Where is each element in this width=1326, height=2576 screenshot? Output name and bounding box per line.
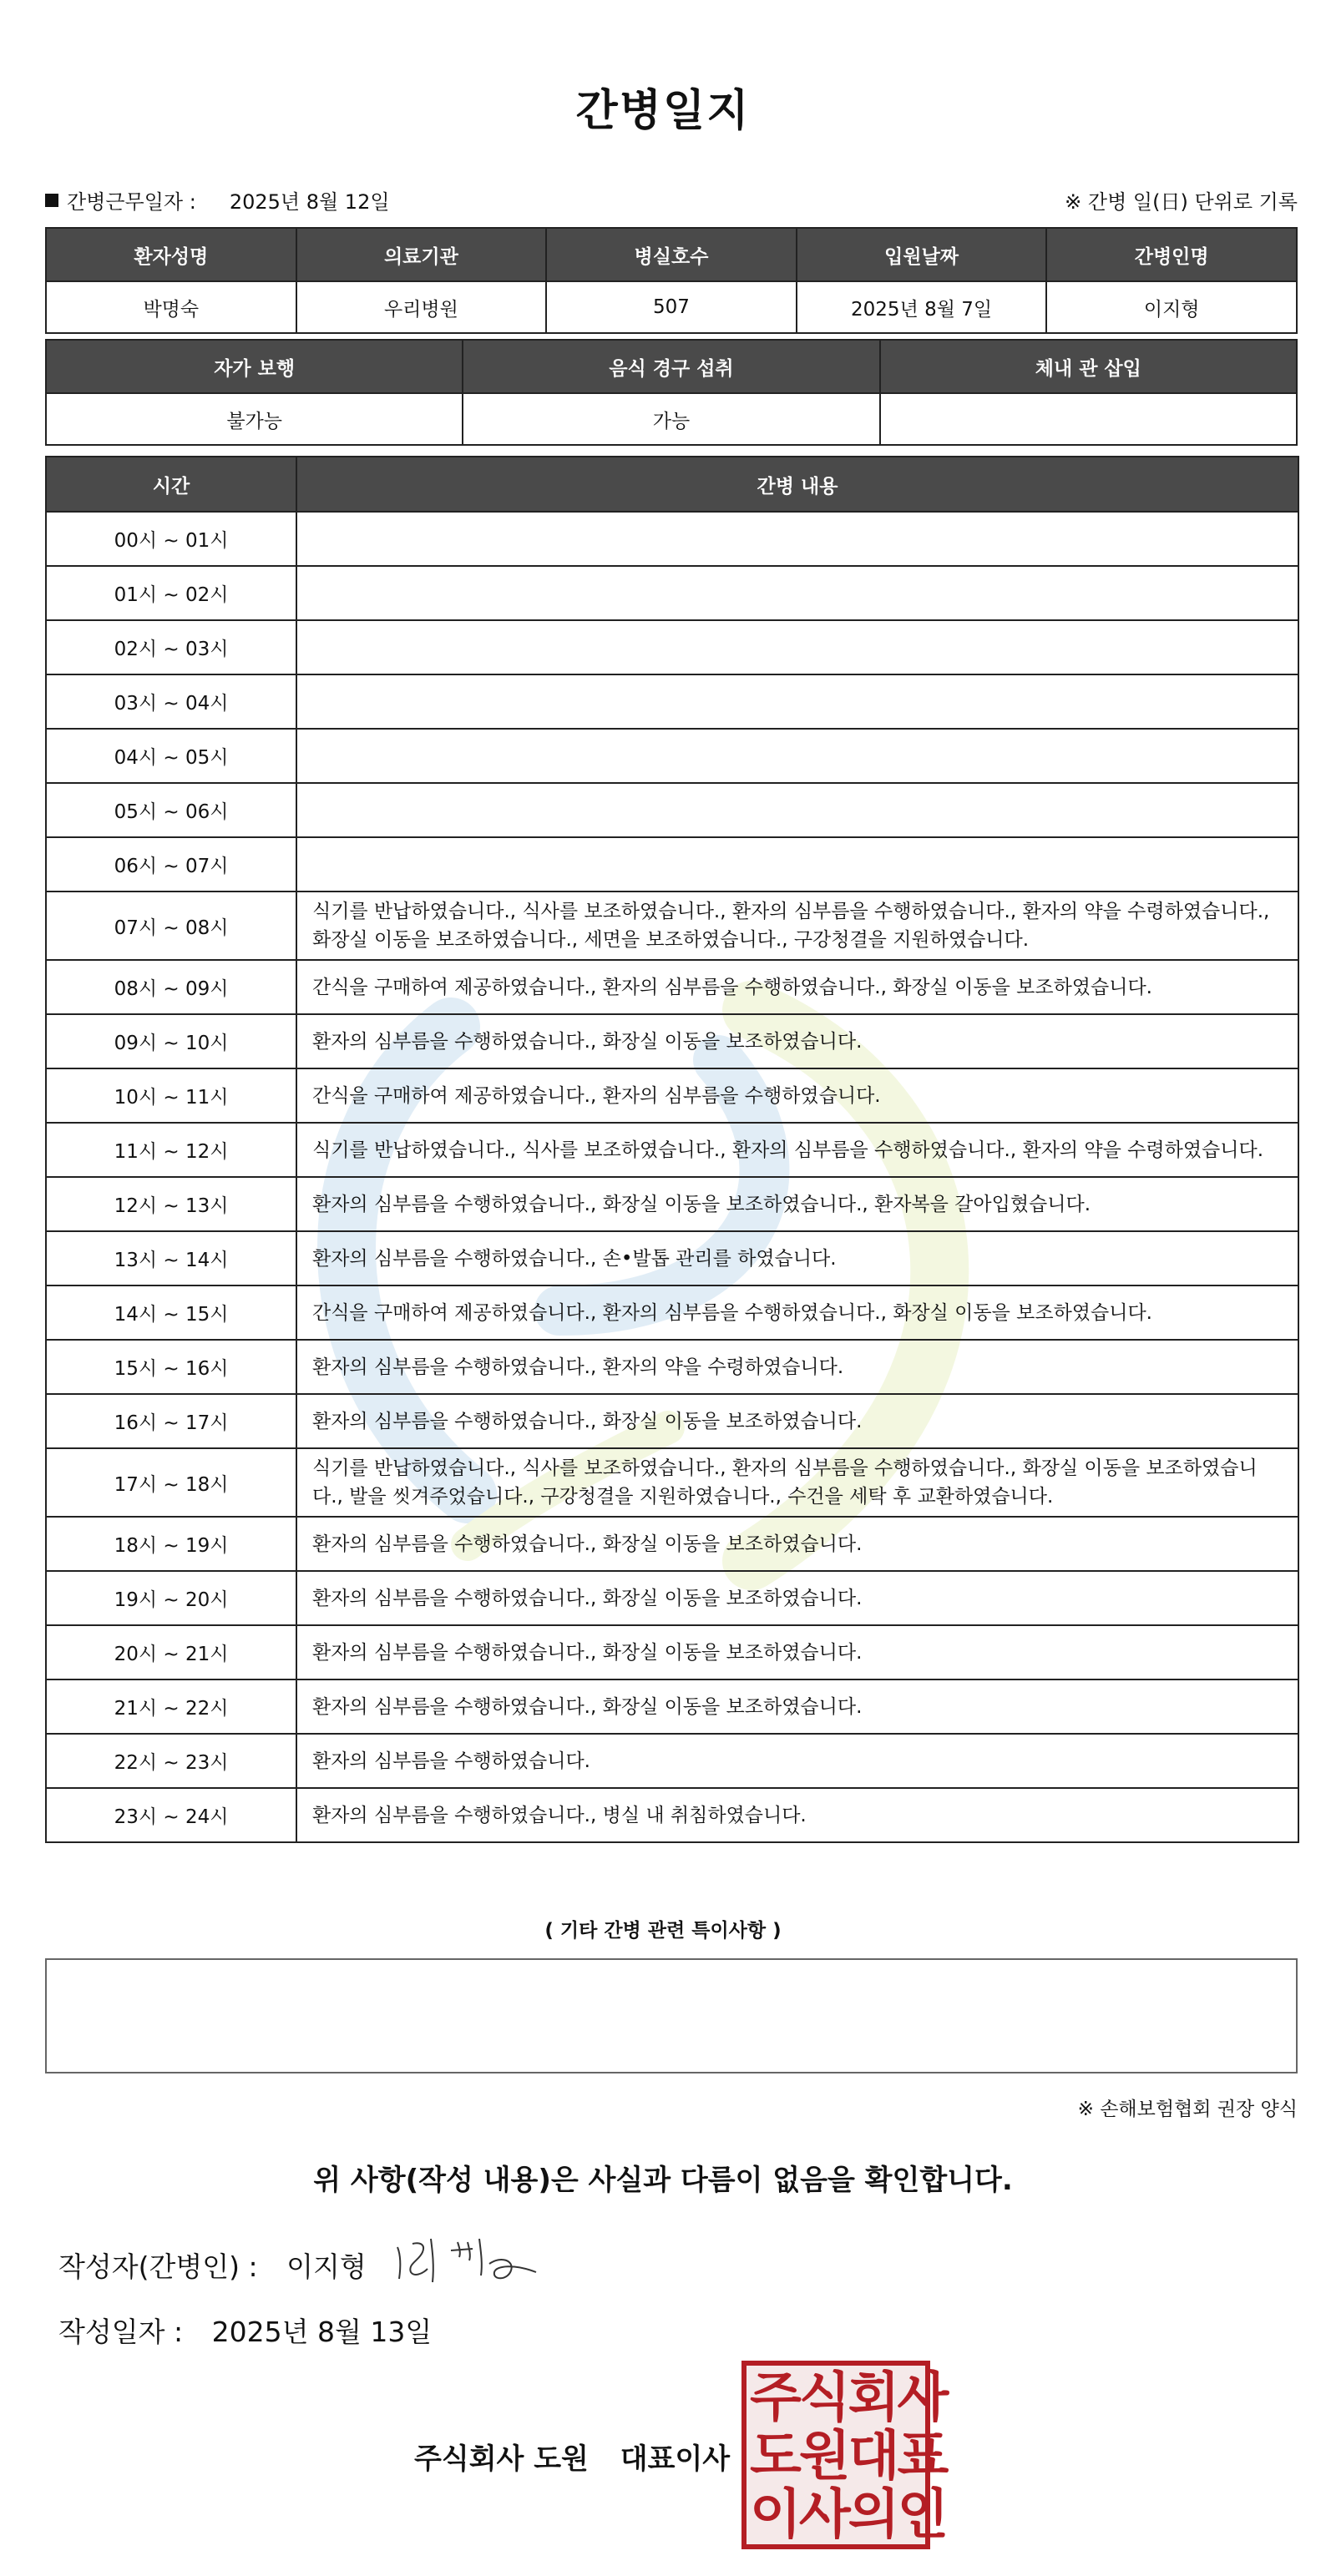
time-slot: 15시 ~ 16시 <box>46 1340 296 1394</box>
care-content: 환자의 심부름을 수행하였습니다. <box>296 1734 1298 1788</box>
work-date-label: 간병근무일자 : <box>67 190 196 214</box>
time-slot: 08시 ~ 09시 <box>46 960 296 1014</box>
table-row <box>46 512 1298 566</box>
work-date-value: 2025년 8월 12일 <box>229 190 390 214</box>
table-row <box>46 1068 1298 1123</box>
admission-date: 2025년 8월 7일 <box>797 281 1047 333</box>
table-row <box>46 1285 1298 1340</box>
table-row <box>46 1014 1298 1068</box>
time-slot: 20시 ~ 21시 <box>46 1625 296 1679</box>
header-admission-date: 입원날짜 <box>797 228 1047 281</box>
unit-note: ※ 간병 일(日) 단위로 기록 <box>1065 190 1298 214</box>
time-slot: 09시 ~ 10시 <box>46 1014 296 1068</box>
table-row <box>46 1571 1298 1625</box>
meta-row <box>45 185 1298 215</box>
table-row <box>46 566 1298 620</box>
time-slot: 00시 ~ 01시 <box>46 512 296 566</box>
square-bullet-icon <box>45 194 58 207</box>
table-row <box>46 960 1298 1014</box>
table-row <box>46 1625 1298 1679</box>
care-content: 간식을 구매하여 제공하였습니다., 환자의 심부름을 수행하였습니다., 화장실 이동을 보조하였습니다. <box>296 1285 1298 1340</box>
time-slot: 01시 ~ 02시 <box>46 566 296 620</box>
care-content: 식기를 반납하였습니다., 식사를 보조하였습니다., 환자의 심부름을 수행하였습니다., 화장실 이동을 보조하였습니다., 발을 씻겨주었습니다., 구강청결을 지원하였습니다., 수건을 세탁 후 교환하였습니다. <box>296 1448 1298 1517</box>
room-number: 507 <box>546 281 797 333</box>
care-content: 식기를 반납하였습니다., 식사를 보조하였습니다., 환자의 심부름을 수행하였습니다., 환자의 약을 수령하였습니다., 화장실 이동을 보조하였습니다., 세면을 보조하였습니다., 구강청결을 지원하였습니다. <box>296 891 1298 960</box>
oral-intake-status: 가능 <box>463 393 879 445</box>
time-slot: 16시 ~ 17시 <box>46 1394 296 1448</box>
handwritten-signature <box>389 2230 556 2289</box>
author-row <box>58 2245 367 2285</box>
table-row <box>46 1517 1298 1571</box>
time-slot: 13시 ~ 14시 <box>46 1231 296 1285</box>
header-time: 시간 <box>46 457 296 512</box>
header-walking: 자가 보행 <box>46 340 463 393</box>
author-name: 이지형 <box>286 2250 367 2283</box>
table-row <box>46 1123 1298 1177</box>
time-slot: 21시 ~ 22시 <box>46 1679 296 1734</box>
care-content <box>296 674 1298 729</box>
caregiver-name: 이지형 <box>1046 281 1297 333</box>
patient-info-table <box>45 227 1298 334</box>
special-notes-title: ( 기타 간병 관련 특이사항 ) <box>544 1920 782 1942</box>
table-row <box>46 837 1298 891</box>
page-title: 간병일지 <box>575 86 751 136</box>
time-slot: 10시 ~ 11시 <box>46 1068 296 1123</box>
care-content: 환자의 심부름을 수행하였습니다., 환자의 약을 수령하였습니다. <box>296 1340 1298 1394</box>
time-slot: 05시 ~ 06시 <box>46 783 296 837</box>
table-row <box>46 1340 1298 1394</box>
header-caregiver: 간병인명 <box>1046 228 1297 281</box>
form-note: ※ 손해보험협회 권장 양식 <box>1077 2099 1298 2120</box>
date-value: 2025년 8월 13일 <box>211 2316 433 2348</box>
table-row <box>46 783 1298 837</box>
table-row <box>46 729 1298 783</box>
table-row <box>46 891 1298 960</box>
header-tube: 체내 관 삽입 <box>880 340 1297 393</box>
time-slot: 23시 ~ 24시 <box>46 1788 296 1842</box>
care-log-table <box>45 456 1299 1843</box>
care-content <box>296 566 1298 620</box>
table-row <box>46 620 1298 674</box>
table-row <box>46 674 1298 729</box>
patient-status-table <box>45 339 1298 446</box>
time-slot: 06시 ~ 07시 <box>46 837 296 891</box>
time-slot: 04시 ~ 05시 <box>46 729 296 783</box>
tube-status <box>880 393 1297 445</box>
company-seal <box>741 2361 947 2549</box>
company-line <box>414 2436 730 2477</box>
time-slot: 03시 ~ 04시 <box>46 674 296 729</box>
care-content: 간식을 구매하여 제공하였습니다., 환자의 심부름을 수행하였습니다., 화장실 이동을 보조하였습니다. <box>296 960 1298 1014</box>
header-patient-name: 환자성명 <box>46 228 296 281</box>
table-row <box>46 1788 1298 1842</box>
company-name: 주식회사 도원 <box>414 2442 589 2476</box>
time-slot: 18시 ~ 19시 <box>46 1517 296 1571</box>
time-slot: 12시 ~ 13시 <box>46 1177 296 1231</box>
table-row <box>46 1679 1298 1734</box>
care-content: 환자의 심부름을 수행하였습니다., 화장실 이동을 보조하였습니다. <box>296 1394 1298 1448</box>
time-slot: 14시 ~ 15시 <box>46 1285 296 1340</box>
care-content <box>296 783 1298 837</box>
care-content <box>296 620 1298 674</box>
patient-name: 박명숙 <box>46 281 296 333</box>
time-slot: 11시 ~ 12시 <box>46 1123 296 1177</box>
hospital: 우리병원 <box>296 281 547 333</box>
date-row <box>58 2311 432 2350</box>
table-row <box>46 1177 1298 1231</box>
seal-line-1: 주식회사 <box>750 2367 947 2429</box>
header-room: 병실호수 <box>546 228 797 281</box>
care-content: 환자의 심부름을 수행하였습니다., 병실 내 취침하였습니다. <box>296 1788 1298 1842</box>
special-notes-box <box>45 1958 1298 2073</box>
care-content <box>296 512 1298 566</box>
care-content: 환자의 심부름을 수행하였습니다., 손•발톱 관리를 하였습니다. <box>296 1231 1298 1285</box>
table-row <box>46 1394 1298 1448</box>
care-content <box>296 729 1298 783</box>
time-slot: 02시 ~ 03시 <box>46 620 296 674</box>
confirmation-statement: 위 사항(작성 내용)은 사실과 다름이 없음을 확인합니다. <box>313 2164 1013 2197</box>
work-date <box>45 185 390 215</box>
header-care-content: 간병 내용 <box>296 457 1298 512</box>
header-hospital: 의료기관 <box>296 228 547 281</box>
care-content: 환자의 심부름을 수행하였습니다., 화장실 이동을 보조하였습니다. <box>296 1517 1298 1571</box>
care-content <box>296 837 1298 891</box>
walking-status: 불가능 <box>46 393 463 445</box>
care-content: 간식을 구매하여 제공하였습니다., 환자의 심부름을 수행하였습니다. <box>296 1068 1298 1123</box>
seal-line-2: 도원대표 <box>750 2426 947 2488</box>
care-content: 환자의 심부름을 수행하였습니다., 화장실 이동을 보조하였습니다., 환자복을 갈아입혔습니다. <box>296 1177 1298 1231</box>
care-content: 환자의 심부름을 수행하였습니다., 화장실 이동을 보조하였습니다. <box>296 1679 1298 1734</box>
time-slot: 07시 ~ 08시 <box>46 891 296 960</box>
care-content: 환자의 심부름을 수행하였습니다., 화장실 이동을 보조하였습니다. <box>296 1625 1298 1679</box>
care-content: 환자의 심부름을 수행하였습니다., 화장실 이동을 보조하였습니다. <box>296 1014 1298 1068</box>
date-label: 작성일자 : <box>58 2316 184 2348</box>
company-role: 대표이사 <box>620 2442 731 2476</box>
table-row <box>46 1231 1298 1285</box>
time-slot: 17시 ~ 18시 <box>46 1448 296 1517</box>
header-oral-intake: 음식 경구 섭취 <box>463 340 879 393</box>
author-label: 작성자(간병인) : <box>58 2250 258 2283</box>
time-slot: 22시 ~ 23시 <box>46 1734 296 1788</box>
care-content: 식기를 반납하였습니다., 식사를 보조하였습니다., 환자의 심부름을 수행하였습니다., 환자의 약을 수령하였습니다. <box>296 1123 1298 1177</box>
table-row <box>46 1734 1298 1788</box>
table-row <box>46 1448 1298 1517</box>
care-content: 환자의 심부름을 수행하였습니다., 화장실 이동을 보조하였습니다. <box>296 1571 1298 1625</box>
seal-line-3: 이사의인 <box>750 2484 947 2546</box>
time-slot: 19시 ~ 20시 <box>46 1571 296 1625</box>
